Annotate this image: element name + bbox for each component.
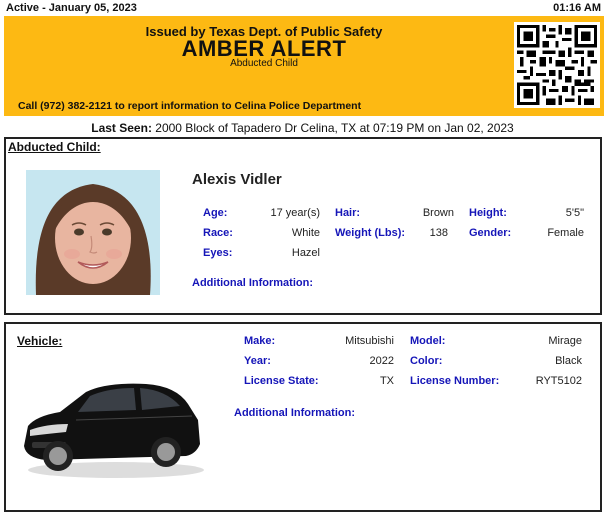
vehicle-additional-info-label: Additional Information:	[234, 407, 355, 419]
eyes-value: Hazel	[291, 247, 320, 259]
vehicle-photo	[16, 360, 206, 482]
child-section-label: Abducted Child:	[8, 140, 101, 154]
hair-label: Hair:	[335, 207, 361, 219]
child-additional-info-label: Additional Information:	[192, 277, 313, 289]
alert-status: Active - January 05, 2023	[6, 2, 137, 14]
model-value: Mirage	[548, 335, 582, 347]
height-value: 5'5"	[565, 207, 584, 219]
year-label: Year:	[244, 355, 271, 367]
license-state-value: TX	[379, 375, 394, 387]
race-value: White	[291, 227, 320, 239]
weight-value: 138	[429, 227, 448, 239]
height-label: Height:	[469, 207, 507, 219]
status-bar	[6, 2, 601, 15]
license-state-label: License State:	[244, 375, 319, 387]
gender-label: Gender:	[469, 227, 512, 239]
make-label: Make:	[244, 335, 276, 347]
age-value: 17 year(s)	[270, 207, 320, 219]
weight-label: Weight (Lbs):	[335, 227, 406, 239]
hair-value: Brown	[422, 207, 454, 219]
age-label: Age:	[203, 207, 228, 219]
qr-code-icon[interactable]	[514, 22, 600, 108]
vehicle-panel	[4, 322, 602, 512]
alert-banner	[4, 16, 604, 116]
contact-line: Call (972) 382-2121 to report information to Celina Police Department	[18, 100, 362, 112]
child-name: Alexis Vidler	[192, 171, 282, 188]
year-value: 2022	[369, 355, 394, 367]
alert-subtitle: Abducted Child	[230, 58, 298, 69]
last-seen	[0, 121, 605, 135]
model-label: Model:	[410, 335, 446, 347]
color-label: Color:	[410, 355, 443, 367]
color-value: Black	[555, 355, 582, 367]
alert-title: AMBER ALERT	[181, 36, 347, 61]
child-photo	[26, 170, 160, 295]
race-label: Race:	[203, 227, 233, 239]
issuer-text: Issued by Texas Dept. of Public Safety	[145, 24, 383, 39]
make-value: Mitsubishi	[345, 335, 394, 347]
gender-value: Female	[547, 227, 584, 239]
license-number-label: License Number:	[410, 375, 500, 387]
license-number-value: RYT5102	[535, 375, 582, 387]
alert-time: 01:16 AM	[553, 2, 601, 14]
eyes-label: Eyes:	[203, 247, 233, 259]
child-panel	[4, 137, 602, 315]
last-seen-label: Last Seen:	[91, 121, 152, 135]
vehicle-section-label: Vehicle:	[17, 334, 63, 348]
last-seen-value: 2000 Block of Tapadero Dr Celina, TX at 07:19 PM on Jan 02, 2023	[155, 121, 514, 135]
